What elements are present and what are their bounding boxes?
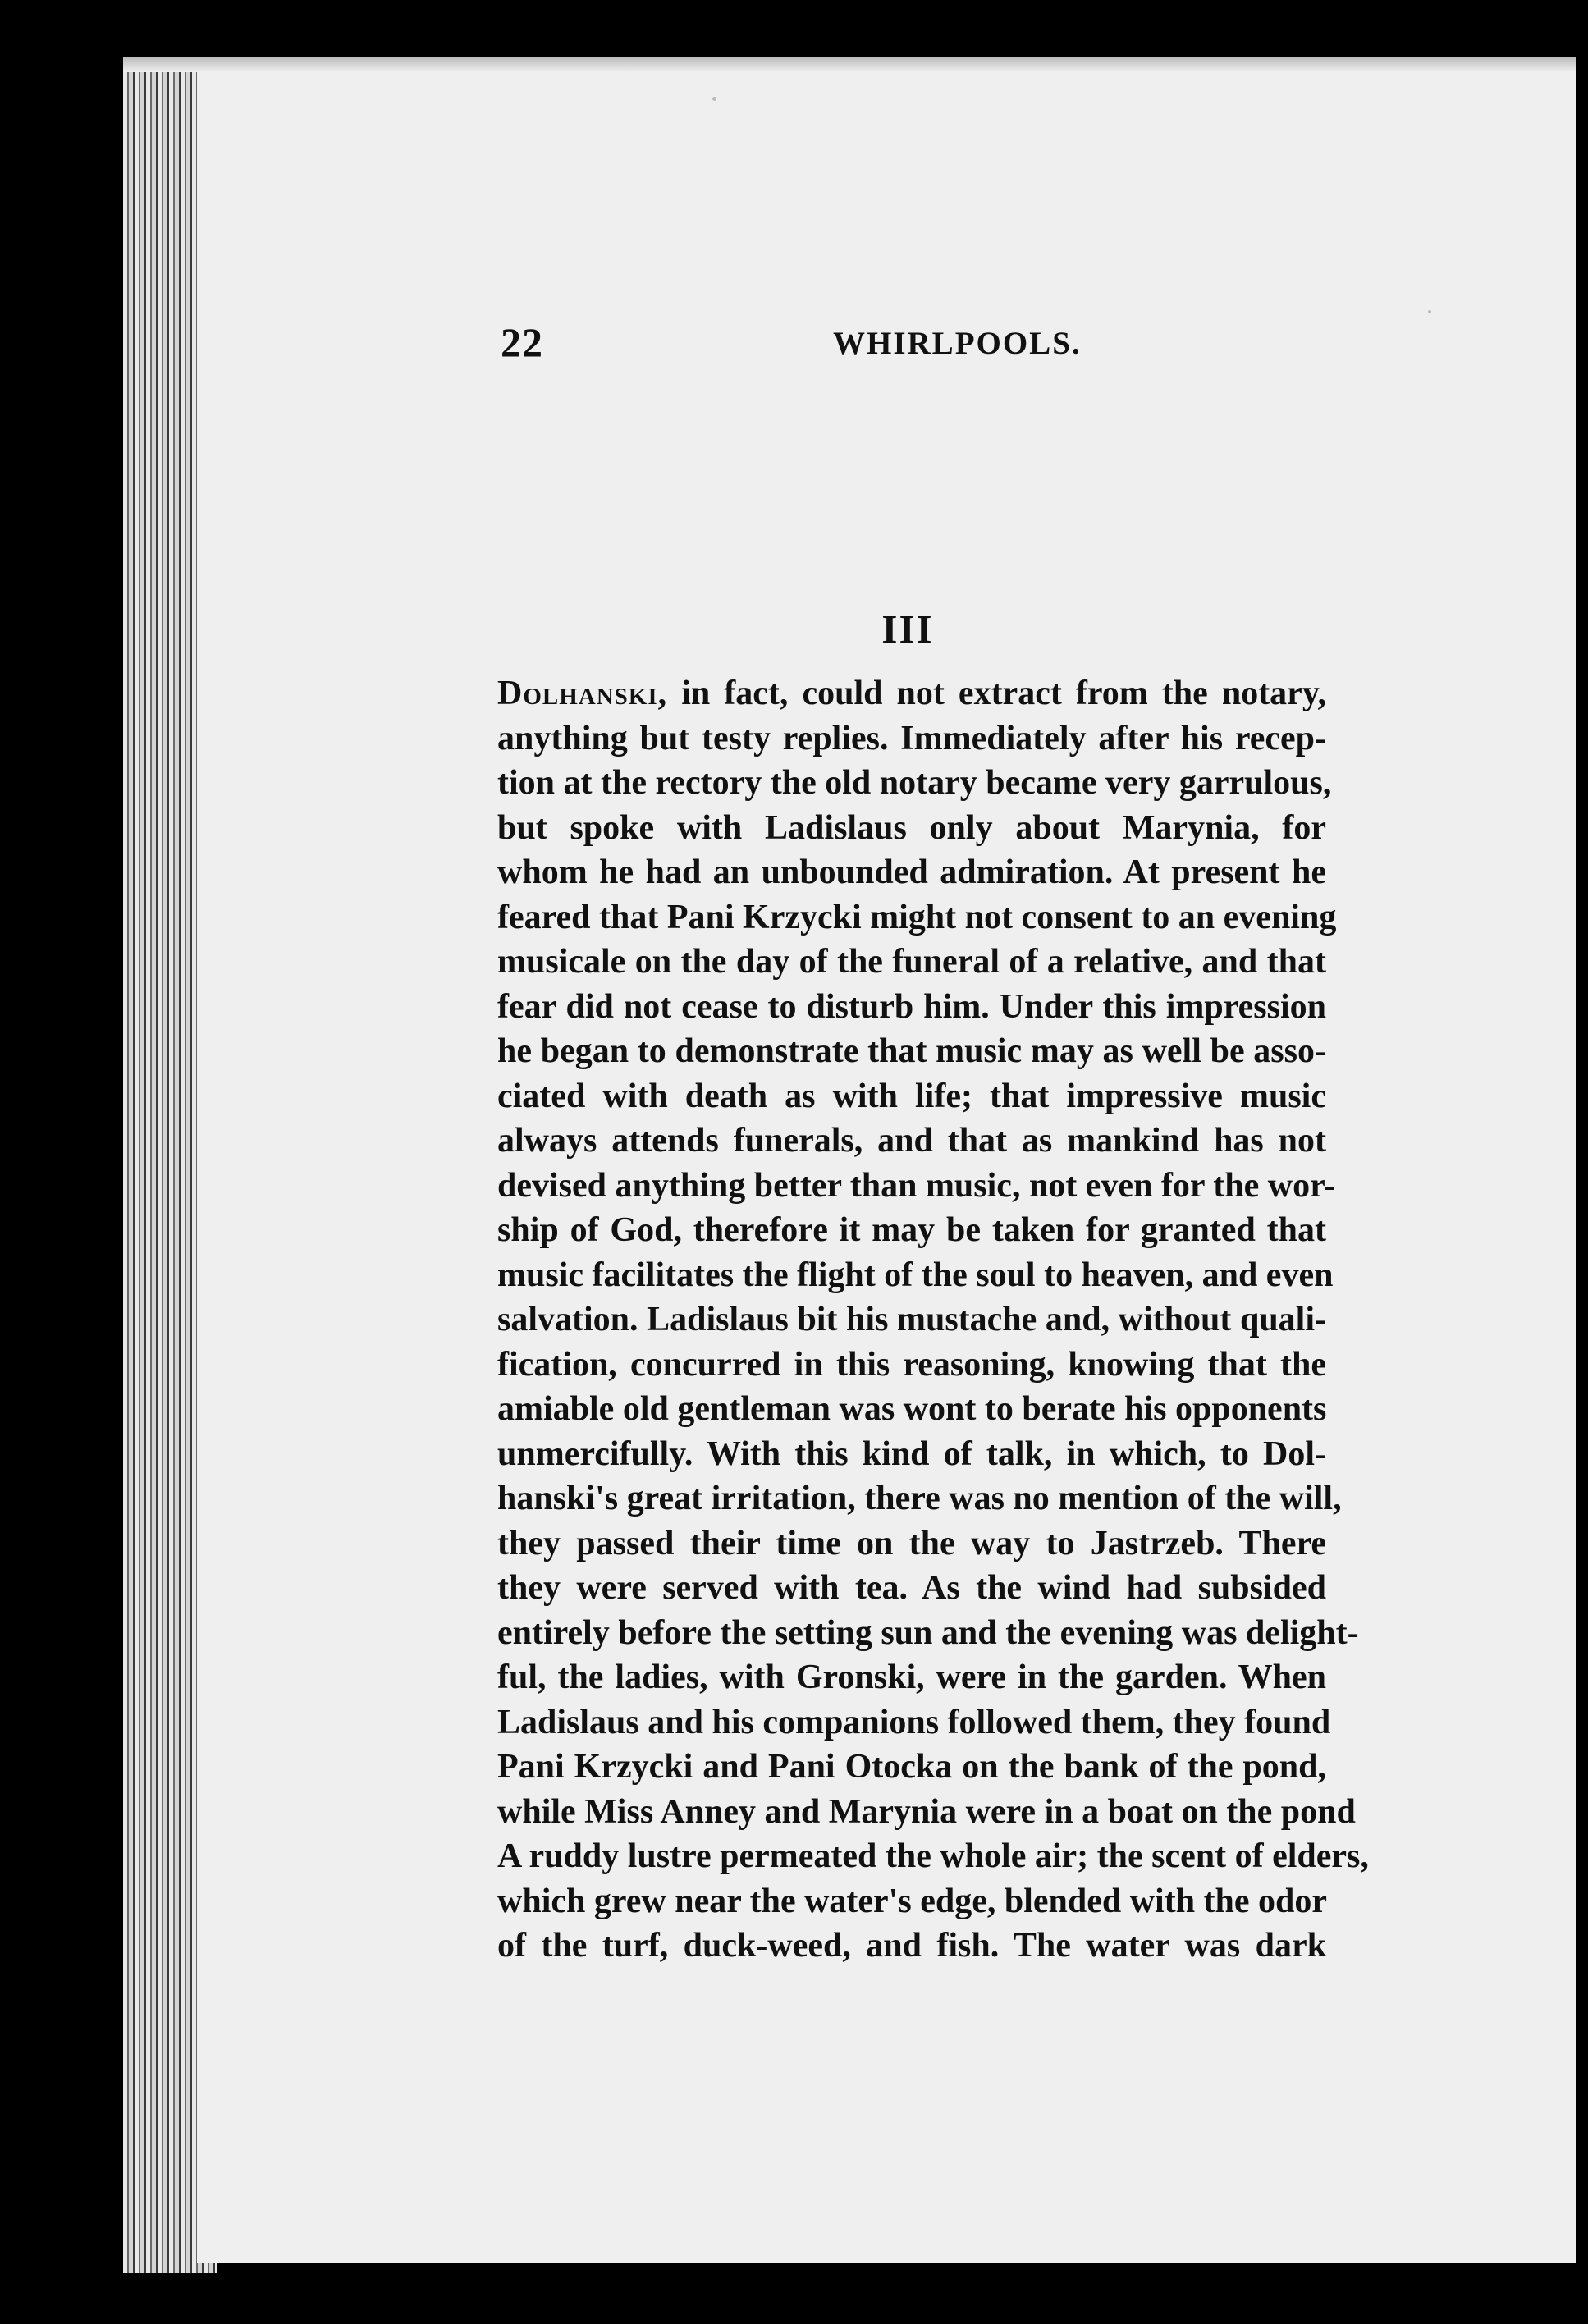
text-line: musicale on the day of the funeral of a relative, and that xyxy=(497,943,1326,981)
text-line: hanski's great irritation, there was no mention of the will, xyxy=(497,1480,1342,1517)
chapter-heading: III xyxy=(881,606,934,652)
scan-speck xyxy=(712,97,716,101)
body-text xyxy=(497,671,1369,1969)
text-line: of the turf, duck-weed, and fish. The water was dark xyxy=(497,1927,1326,1965)
text-line: ful, the ladies, with Gronski, were in the garden. When xyxy=(497,1658,1326,1696)
text-line: devised anything better than music, not even for the wor- xyxy=(497,1166,1336,1205)
text-line: Ladislaus and his companions followed them, they found xyxy=(497,1703,1331,1741)
text-line: Pani Krzycki and Pani Otocka on the bank of the pond, xyxy=(497,1748,1326,1786)
running-head xyxy=(501,318,1313,368)
scan-speck xyxy=(1428,310,1431,313)
text-line: A ruddy lustre permeated the whole air; the scent of elders, xyxy=(497,1837,1369,1875)
text-line: always attends funerals, and that as mankind has not xyxy=(497,1122,1326,1160)
text-line: they passed their time on the way to Jastrzeb. There xyxy=(497,1524,1326,1562)
text-line: whom he had an unbounded admiration. At present he xyxy=(497,853,1326,891)
opening-word: Dolhanski, xyxy=(497,675,668,712)
text-line: unmercifully. With this kind of talk, in which, to Dol- xyxy=(497,1434,1326,1473)
text-line: while Miss Anney and Marynia were in a boat on the pond xyxy=(497,1792,1356,1831)
text-line: ship of God, therefore it may be taken for granted that xyxy=(497,1211,1326,1249)
text-line: tion at the rectory the old notary became very garrulous, xyxy=(497,764,1332,802)
text-line: salvation. Ladislaus bit his mustache and, without quali- xyxy=(497,1301,1326,1338)
page-number: 22 xyxy=(501,319,543,365)
text-line: which grew near the water's edge, blended with the odor xyxy=(497,1882,1328,1920)
text-line: anything but testy replies. Immediately after his recep- xyxy=(497,719,1326,757)
text-line: he began to demonstrate that music may as well be asso- xyxy=(497,1032,1326,1070)
text-line: fication, concurred in this reasoning, knowing that the xyxy=(497,1345,1326,1384)
text-line: ciated with death as with life; that impressive music xyxy=(497,1077,1326,1115)
text-line: feared that Pani Krzycki might not consent to an evening xyxy=(497,898,1337,936)
text-line: entirely before the setting sun and the evening was delight- xyxy=(497,1613,1359,1652)
running-title: WHIRLPOOLS. xyxy=(833,326,1082,361)
text-line: fear did not cease to disturb him. Under this impression xyxy=(497,987,1326,1026)
text-line-content: in fact, could not extract from the notary, xyxy=(667,675,1326,712)
page-top-edge xyxy=(123,57,1576,72)
text-line: music facilitates the flight of the soul to heaven, and even xyxy=(497,1256,1334,1294)
text-line: but spoke with Ladislaus only about Marynia, for xyxy=(497,808,1326,847)
text-line xyxy=(497,671,1326,716)
text-line: amiable old gentleman was wont to berate his opponents xyxy=(497,1390,1327,1428)
text-line: they were served with tea. As the wind had subsided xyxy=(497,1569,1326,1607)
printed-page xyxy=(197,72,1576,2263)
